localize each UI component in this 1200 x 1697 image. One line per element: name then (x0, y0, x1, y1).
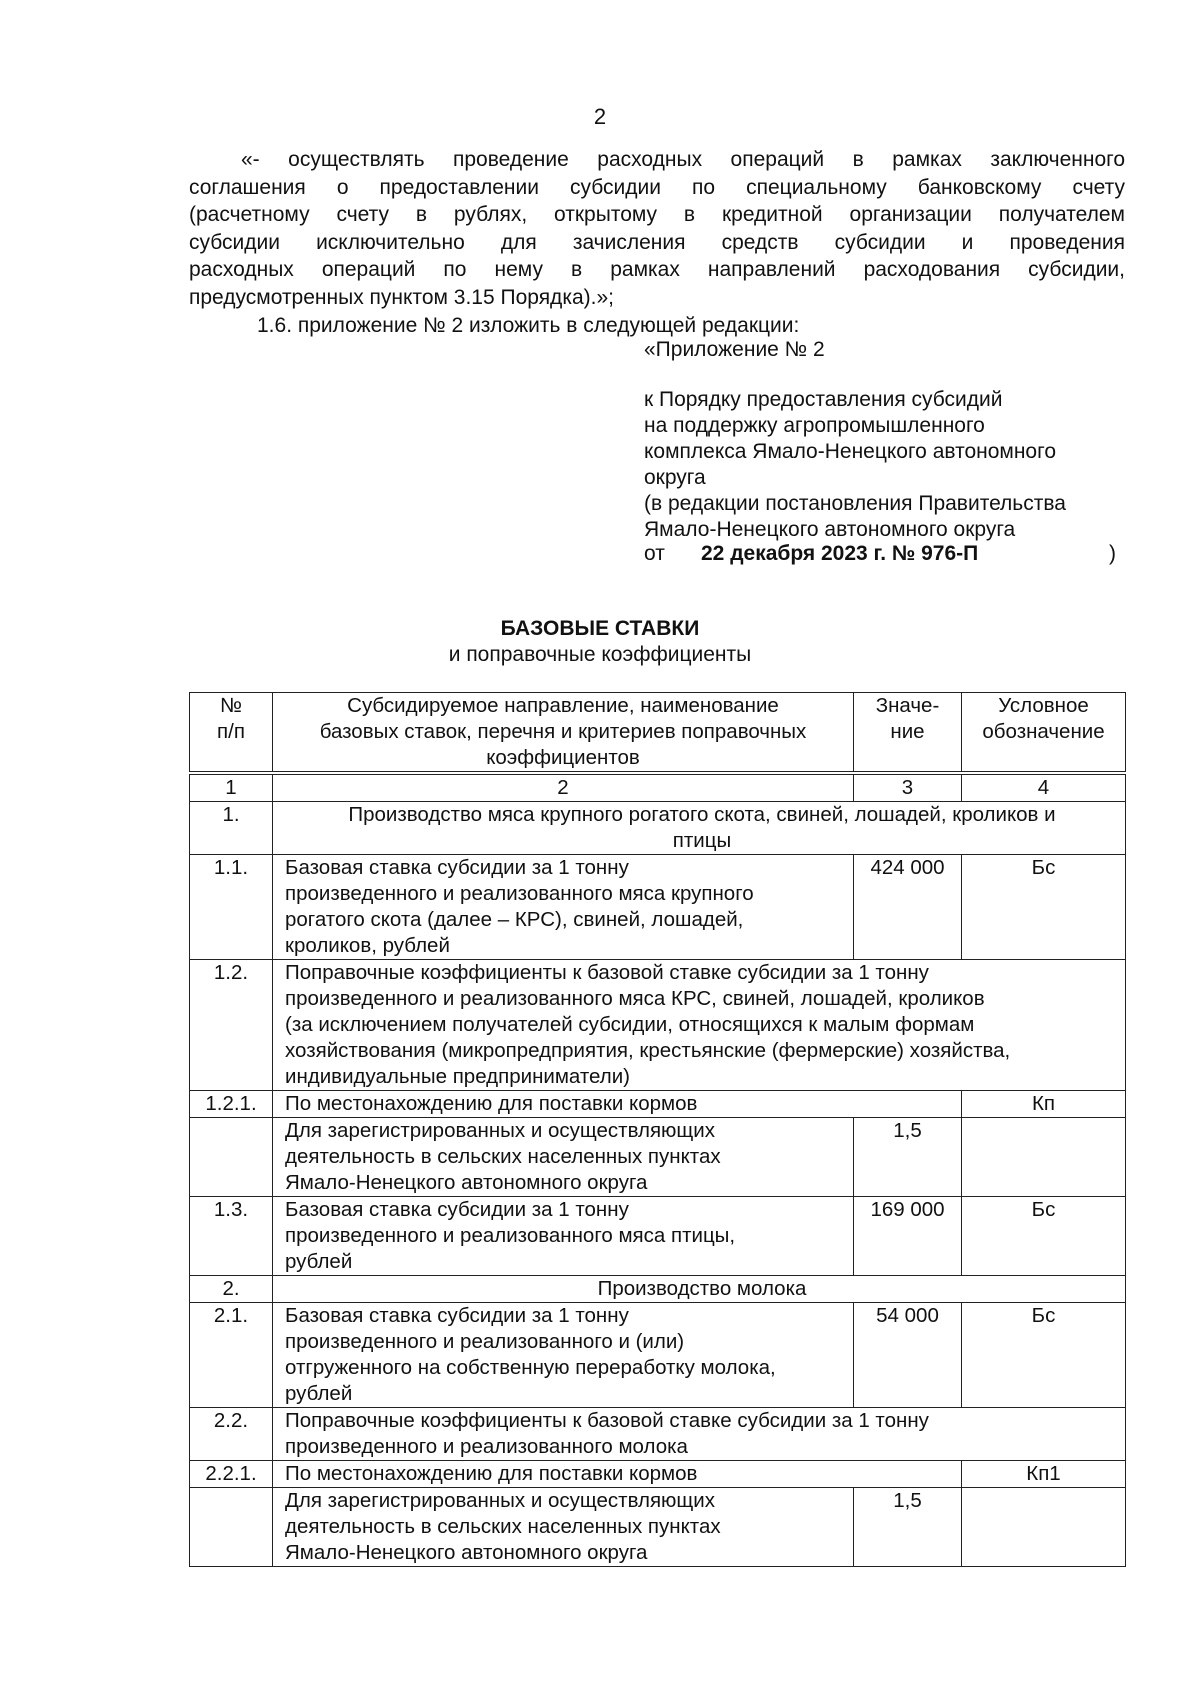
appendix-line: округа (644, 466, 706, 489)
row-number: 1.1. (190, 855, 273, 960)
appendix-line: (в редакции постановления Правительства (644, 492, 1066, 515)
table-row (190, 802, 1126, 855)
paragraph-line: субсидии исключительно для зачисления средств субсидии и проведения (189, 230, 1125, 254)
section-title: Производство молока (273, 1276, 1126, 1303)
paragraph-line: «- осуществлять проведение расходных операций в рамках заключенного (241, 148, 1125, 171)
row-number: 2. (190, 1276, 273, 1303)
row-code (962, 1488, 1126, 1567)
rates-table (189, 692, 1126, 1567)
appendix-header (644, 337, 1066, 543)
amendment-paragraph (189, 146, 1125, 339)
row-number: 2.2.1. (190, 1461, 273, 1488)
row-code: Бс (962, 855, 1126, 960)
header-number: № п/п (190, 693, 273, 774)
table-row (190, 1303, 1126, 1408)
paragraph-line: (расчетному счету в рублях, открытому в кредитной организации получателем (189, 203, 1125, 227)
row-code (962, 1118, 1126, 1197)
column-number: 4 (962, 773, 1126, 802)
row-code: Бс (962, 1197, 1126, 1276)
appendix-line: к Порядку предоставления субсидий (644, 388, 1003, 411)
row-number: 1. (190, 802, 273, 855)
row-text: Поправочные коэффициенты к базовой ставке субсидии за 1 тонну произведенного и реализованного мяса КРС, свиней, лошадей, кроликов (за исключением получателей субсидии, относящихся к малым формам хозяйствования (микропредприятия, крестьянские (фермерские) хозяйства, индивидуальные предприниматели) (273, 960, 1126, 1091)
appendix-line: комплекса Ямало-Ненецкого автономного (644, 440, 1056, 463)
table-row (190, 960, 1126, 1091)
row-text: Базовая ставка субсидии за 1 тонну произведенного и реализованного мяса птицы, рублей (273, 1197, 854, 1276)
resolution-date-number: 22 декабря 2023 г. № 976-П (701, 542, 979, 565)
appendix-date-line (644, 541, 1116, 567)
table-row (190, 1488, 1126, 1567)
item-1-6: 1.6. приложение № 2 изложить в следующей редакции: (257, 313, 800, 337)
row-number: 2.2. (190, 1408, 273, 1461)
document-subtitle: и поправочные коэффициенты (448, 643, 752, 666)
row-code: Кп1 (962, 1461, 1126, 1488)
row-value: 1,5 (854, 1118, 962, 1197)
header-value: Значе- ние (854, 693, 962, 774)
row-number: 1.2. (190, 960, 273, 1091)
close-paren: ) (1109, 542, 1116, 565)
header-direction: Субсидируемое направление, наименование базовых ставок, перечня и критериев поправочных коэффициентов (273, 693, 854, 774)
table-row (190, 1118, 1126, 1197)
column-number: 3 (854, 773, 962, 802)
document-title: БАЗОВЫЕ СТАВКИ (500, 617, 700, 640)
row-number: 1.2.1. (190, 1091, 273, 1118)
page-number: 2 (593, 104, 607, 129)
row-text: По местонахождению для поставки кормов (273, 1461, 962, 1488)
header-code: Условное обозначение (962, 693, 1126, 774)
row-value: 1,5 (854, 1488, 962, 1567)
table-row (190, 1197, 1126, 1276)
row-value: 54 000 (854, 1303, 962, 1408)
paragraph-line: предусмотренных пунктом 3.15 Порядка).»; (189, 285, 614, 309)
row-value: 424 000 (854, 855, 962, 960)
row-text: Базовая ставка субсидии за 1 тонну произведенного и реализованного и (или) отгруженного на собственную переработку молока, рублей (273, 1303, 854, 1408)
from-label: от (644, 542, 665, 565)
row-value: 169 000 (854, 1197, 962, 1276)
section-title: Производство мяса крупного рогатого скота, свиней, лошадей, кроликов и птицы (273, 802, 1126, 855)
table-row (190, 1408, 1126, 1461)
row-number: 2.1. (190, 1303, 273, 1408)
paragraph-line: соглашения о предоставлении субсидии по специальному банковскому счету (189, 175, 1125, 199)
row-number (190, 1118, 273, 1197)
row-code: Кп (962, 1091, 1126, 1118)
column-number: 1 (190, 773, 273, 802)
table-row (190, 1461, 1126, 1488)
table-header-row (190, 693, 1126, 774)
appendix-line: на поддержку агропромышленного (644, 414, 985, 437)
row-text: Для зарегистрированных и осуществляющих деятельность в сельских населенных пунктах Ямало-Ненецкого автономного округа (273, 1488, 854, 1567)
column-number: 2 (273, 773, 854, 802)
row-text: Поправочные коэффициенты к базовой ставке субсидии за 1 тонну произведенного и реализованного молока (273, 1408, 1126, 1461)
row-number: 1.3. (190, 1197, 273, 1276)
row-text: Для зарегистрированных и осуществляющих деятельность в сельских населенных пунктах Ямало-Ненецкого автономного округа (273, 1118, 854, 1197)
row-text: По местонахождению для поставки кормов (273, 1091, 962, 1118)
appendix-line: Ямало-Ненецкого автономного округа (644, 518, 1016, 541)
column-number-row (190, 773, 1126, 802)
appendix-title: «Приложение № 2 (644, 338, 825, 361)
row-number (190, 1488, 273, 1567)
row-code: Бс (962, 1303, 1126, 1408)
paragraph-line: расходных операций по нему в рамках направлений расходования субсидии, (189, 258, 1125, 282)
table-row (190, 1091, 1126, 1118)
row-text: Базовая ставка субсидии за 1 тонну произведенного и реализованного мяса крупного рогатого скота (далее – КРС), свиней, лошадей, кроликов, рублей (273, 855, 854, 960)
table-row (190, 855, 1126, 960)
table-row (190, 1276, 1126, 1303)
